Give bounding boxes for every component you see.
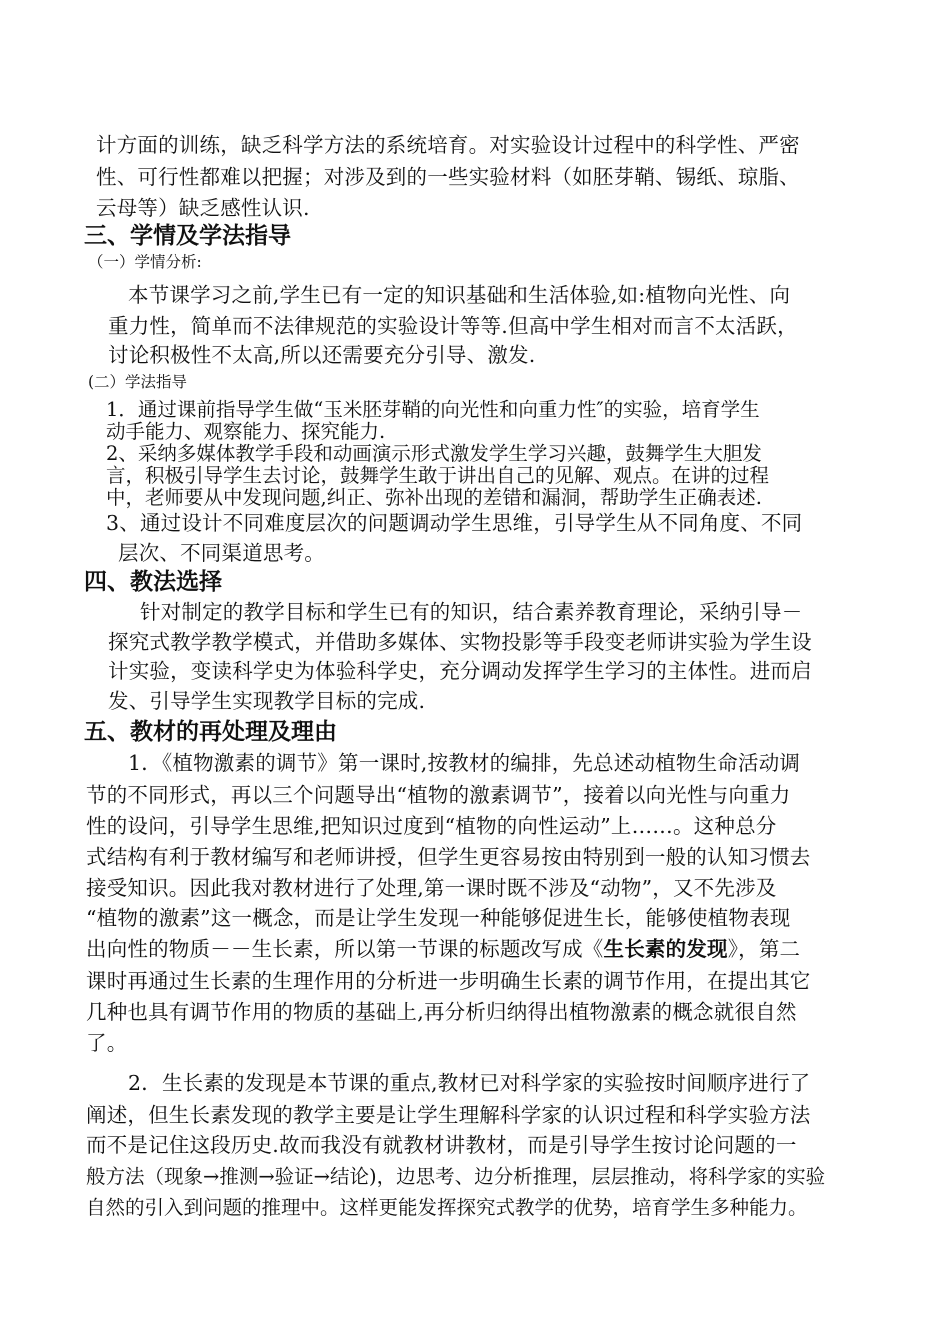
list-item-line: 3、通过设计不同难度层次的问题调动学生思维，引导学生从不同角度、不同	[106, 511, 803, 535]
paragraph-line: 式结构有利于教材编写和老师讲授，但学生更容易按由特别到一般的认知习惯去	[86, 845, 811, 869]
paragraph-line: 探究式教学教学模式，并借助多媒体、实物投影等手段变老师讲实验为学生设	[108, 630, 812, 654]
subsection-heading: （一）学情分析:	[88, 253, 202, 271]
paragraph-line: 发、引导学生实现教学目标的完成.	[108, 689, 426, 713]
subsection-heading: (二）学法指导	[88, 373, 188, 391]
paragraph-line: 般方法（现象→推测→验证→结论)，边思考、边分析推理，层层推动，将科学家的实验	[86, 1165, 826, 1188]
paragraph-line: 自然的引入到问题的推理中。这样更能发挥探究式教学的优势，培育学生多种能力。	[86, 1196, 808, 1219]
paragraph-line: 本节课学习之前,学生已有一定的知识基础和生活体验,如:植物向光性、向	[128, 283, 791, 307]
paragraph-line: 性的设问，引导学生思维,把知识过度到“植物的向性运动”上……。这种总分	[86, 814, 777, 838]
list-item-line: 2、采纳多媒体教学手段和动画演示形式激发学生学习兴趣，鼓舞学生大胆发	[106, 442, 762, 465]
list-item-line: 1．通过课前指导学生做“玉米胚芽鞘的向光性和向重力性″的实验，培育学生	[106, 398, 760, 421]
list-item-line: 动手能力、观察能力、探究能力.	[106, 420, 386, 443]
intro-line: 云母等）缺乏感性认识.	[96, 196, 310, 220]
paragraph-line: 几种也具有调节作用的物质的基础上,再分析归纳得出植物激素的概念就很自然	[86, 1000, 797, 1024]
paragraph-line: 针对制定的教学目标和学生已有的知识，结合素养教育理论，采纳引导－	[140, 600, 803, 624]
intro-line: 计方面的训练，缺乏科学方法的系统培育。对实验设计过程中的科学性、严密	[96, 133, 800, 157]
paragraph-line: 讨论积极性不太高,所以还需要充分引导、激发.	[108, 343, 536, 367]
paragraph-line: “植物的激素”这一概念，而是让学生发现一种能够促进生长，能够使植物表现	[86, 906, 791, 930]
paragraph-line: 2．生长素的发现是本节课的重点,教材已对科学家的实验按时间顺序进行了	[128, 1071, 811, 1095]
paragraph-line: 了。	[86, 1031, 128, 1055]
list-item-line: 言，积极引导学生去讨论，鼓舞学生敢于讲出自己的见解、观点。在讲的过程	[106, 464, 770, 487]
section-heading: 四、教法选择	[84, 569, 222, 595]
paragraph-line: 1．《植物激素的调节》第一课时,按教材的编排，先总述动植物生命活动调	[128, 751, 801, 775]
list-item-line: 层次、不同渠道思考。	[118, 541, 325, 565]
list-item-line: 中，老师要从中发现问题,纠正、弥补出现的差错和漏洞，帮助学生正确表述.	[106, 486, 762, 509]
section-heading: 五、教材的再处理及理由	[84, 719, 337, 745]
paragraph-line: 而不是记住这段历史.故而我没有就教材讲教材，而是引导学生按讨论问题的一	[86, 1133, 797, 1157]
paragraph-line: 阐述，但生长素发现的教学主要是让学生理解科学家的认识过程和科学实验方法	[86, 1103, 811, 1127]
line-text: 》，第二	[727, 937, 801, 961]
article-title-emphasis: 生长素的发现	[603, 937, 728, 961]
paragraph-line: 接受知识。因此我对教材进行了处理,第一课时既不涉及“动物”，又不先涉及	[86, 876, 777, 900]
paragraph-line: 节的不同形式，再以三个问题导出“植物的激素调节”，接着以向光性与向重力	[86, 783, 791, 807]
line-text: 出向性的物质－－生长素，所以第一节课的标题改写成《	[86, 937, 604, 961]
intro-line: 性、可行性都难以把握；对涉及到的一些实验材料（如胚芽鞘、锡纸、琼脂、	[96, 165, 800, 189]
paragraph-line: 重力性，简单而不法律规范的实验设计等等.但高中学生相对而言不太活跃，	[108, 314, 798, 338]
paragraph-line: 计实验，变读科学史为体验科学史，充分调动发挥学生学习的主体性。进而启	[108, 659, 812, 683]
section-heading: 三、学情及学法指导	[84, 223, 291, 249]
paragraph-line	[86, 934, 800, 964]
paragraph-line: 课时再通过生长素的生理作用的分析进一步明确生长素的调节作用，在提出其它	[86, 969, 811, 993]
